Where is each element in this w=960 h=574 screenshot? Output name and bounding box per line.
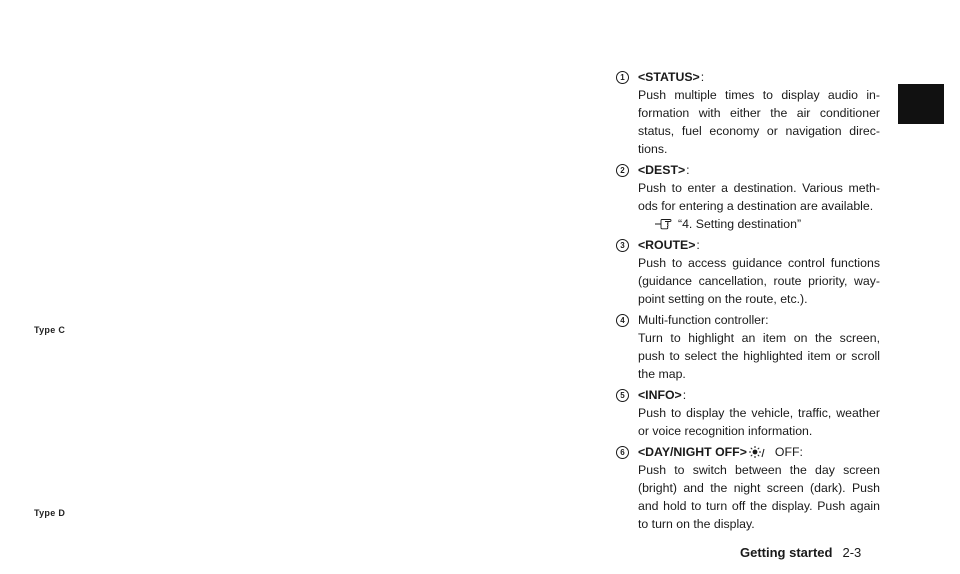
day-night-icon: [749, 445, 773, 459]
section-tab-marker: [898, 84, 944, 124]
item-description: Turn to highlight an item on the screen, push to select the highlighted item or scroll the map.: [638, 331, 880, 381]
item-colon: :: [700, 70, 705, 84]
item-description: Push multiple times to display audio in-formation with either the air conditioner status, fuel economy or navigation direc-tions.: [638, 88, 880, 156]
item-colon: :: [682, 388, 687, 402]
item-number-badge: 1: [616, 71, 629, 84]
item-label: Multi-function controller:: [638, 313, 769, 327]
figure-label-type-c: Type C: [34, 325, 66, 335]
item-label: <ROUTE>: [638, 238, 696, 252]
cross-reference: [654, 215, 880, 233]
page-footer: [740, 545, 880, 560]
list-item-info: [616, 386, 880, 440]
list-item-status: [616, 68, 880, 158]
cross-reference-text: “4. Setting destination”: [678, 217, 802, 231]
pointing-hand-icon: [654, 218, 672, 230]
item-number-badge: 5: [616, 389, 629, 402]
footer-section-title: Getting started: [740, 545, 833, 560]
item-label: <STATUS>: [638, 70, 700, 84]
item-description: Push to enter a destination. Various meth-ods for entering a destination are available.: [638, 181, 880, 213]
list-item-multi-function-controller: [616, 311, 880, 383]
item-description: Push to switch between the day screen (bright) and the night screen (dark). Push and hold to turn off the display. Push again to turn on the display.: [638, 463, 880, 531]
item-suffix: OFF:: [774, 445, 803, 459]
figure-label-type-d: Type D: [34, 508, 66, 518]
item-label: <DAY/NIGHT OFF>: [638, 445, 747, 459]
list-item-day-night-off: [616, 443, 880, 533]
button-descriptions: [616, 68, 880, 536]
list-item-route: [616, 236, 880, 308]
item-colon: :: [686, 163, 690, 177]
item-description: Push to display the vehicle, traffic, weather or voice recognition information.: [638, 406, 880, 438]
list-item-dest: [616, 161, 880, 233]
item-label: <INFO>: [638, 388, 682, 402]
item-number-badge: 6: [616, 446, 629, 459]
footer-page-number: 2-3: [842, 545, 862, 560]
item-colon: :: [696, 238, 700, 252]
item-number-badge: 4: [616, 314, 629, 327]
item-number-badge: 3: [616, 239, 629, 252]
item-description: Push to access guidance control functions (guidance cancellation, route priority, way-point setting on the route, etc.).: [638, 256, 880, 306]
item-number-badge: 2: [616, 164, 629, 177]
item-label: <DEST>: [638, 163, 686, 177]
